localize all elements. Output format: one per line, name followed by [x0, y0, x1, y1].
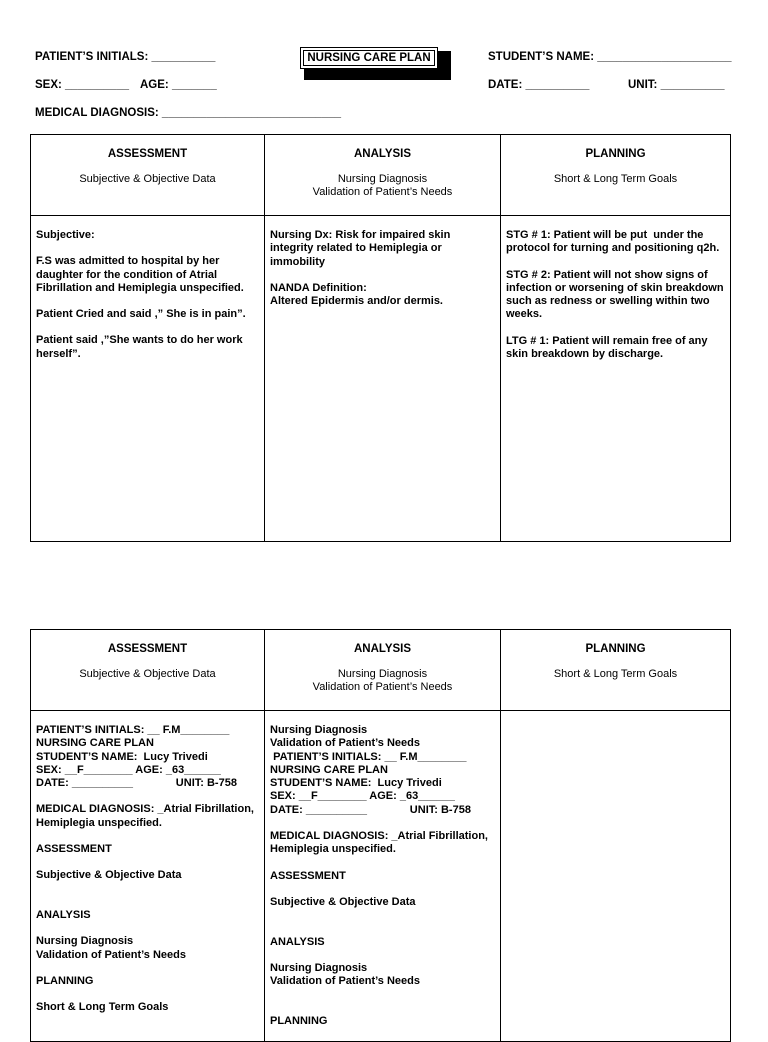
column-title: ASSESSMENT	[107, 148, 188, 160]
age-field: AGE: _______	[140, 79, 217, 91]
analysis-cell	[265, 711, 501, 1042]
cell-paragraph: ASSESSMENT	[270, 869, 346, 882]
planning-cell	[501, 711, 731, 1042]
assessment-header	[31, 135, 265, 216]
column-subtitle: Subjective & Objective Data	[79, 668, 216, 680]
cell-paragraph: Short & Long Term Goals	[36, 1001, 169, 1014]
cell-paragraph: Subjective & Objective Data	[270, 895, 416, 908]
planning-header	[501, 135, 731, 216]
cell-paragraph: NANDA Definition: Altered Epidermis and/or dermis.	[270, 281, 443, 308]
cell-paragraph: LTG # 1: Patient will remain free of any skin breakdown by discharge.	[506, 334, 711, 361]
column-subtitle: Nursing Diagnosis Validation of Patient’s Needs	[312, 668, 453, 693]
table-body-row	[31, 711, 731, 1042]
cell-paragraph: PLANNING	[270, 1014, 328, 1027]
cell-paragraph: Subjective & Objective Data	[36, 869, 182, 882]
assessment-header	[31, 630, 265, 711]
analysis-header	[265, 630, 501, 711]
column-title: ANALYSIS	[353, 643, 412, 655]
planning-header	[501, 630, 731, 711]
title-box	[300, 47, 438, 69]
analysis-cell	[265, 216, 501, 542]
document-title: NURSING CARE PLAN	[303, 50, 435, 66]
cell-paragraph: F.S was admitted to hospital by her daughter for the condition of Atrial Fibrillation and Hemiplegia unspecified.	[36, 255, 244, 294]
cell-paragraph: MEDICAL DIAGNOSIS: _Atrial Fibrillation, Hemiplegia unspecified.	[270, 830, 492, 856]
cell-paragraph: Nursing Diagnosis Validation of Patient’s Needs	[36, 935, 186, 961]
assessment-cell	[31, 711, 265, 1042]
table-body-row	[31, 216, 731, 542]
cell-paragraph: MEDICAL DIAGNOSIS: _Atrial Fibrillation, Hemiplegia unspecified.	[36, 803, 258, 829]
cell-paragraph: Patient Cried and said ,” She is in pain”.	[36, 308, 246, 321]
planning-cell	[501, 216, 731, 542]
column-title: PLANNING	[585, 643, 646, 655]
cell-paragraph: ANALYSIS	[270, 935, 325, 948]
column-title: ANALYSIS	[353, 148, 412, 160]
column-title: ASSESSMENT	[107, 643, 188, 655]
column-title: PLANNING	[585, 148, 646, 160]
cell-paragraph: STG # 1: Patient will be put under the protocol for turning and positioning q2h.	[506, 229, 720, 255]
cell-paragraph: PATIENT’S INITIALS: __ F.M________ NURSING CARE PLAN STUDENT’S NAME: Lucy Trivedi SEX: __F________ AGE: _63______ DATE: __________ UNIT: B-758	[36, 724, 237, 790]
cell-paragraph: ASSESSMENT	[36, 843, 112, 856]
sex-field: SEX: __________	[35, 79, 129, 91]
unit-field: UNIT: __________	[628, 79, 725, 91]
analysis-header	[265, 135, 501, 216]
cell-paragraph: Patient said ,”She wants to do her work herself”.	[36, 334, 246, 360]
cell-paragraph: Nursing Diagnosis Validation of Patient’s Needs PATIENT’S INITIALS: __ F.M________ NURSING CARE PLAN STUDENT’S NAME: Lucy Trivedi SEX: __F________ AGE: _63______ DATE: __________ UNIT: B-758	[270, 724, 471, 816]
medical-diagnosis-field: MEDICAL DIAGNOSIS: ____________________________	[35, 107, 342, 119]
cell-paragraph: Nursing Dx: Risk for impaired skin integrity related to Hemiplegia or immobility	[270, 229, 454, 268]
student-name-field: STUDENT’S NAME: _____________________	[488, 51, 732, 63]
cell-paragraph: PLANNING	[36, 974, 94, 987]
column-subtitle: Short & Long Term Goals	[553, 668, 678, 680]
cell-paragraph: STG # 2: Patient will not show signs of infection or worsening of skin breakdown such as redness or swelling within two weeks.	[506, 268, 727, 321]
care-plan-table-2	[30, 629, 731, 1042]
column-subtitle: Subjective & Objective Data	[79, 173, 216, 185]
date-field: DATE: __________	[488, 79, 590, 91]
column-subtitle: Nursing Diagnosis Validation of Patient’s Needs	[312, 173, 453, 198]
cell-paragraph: Nursing Diagnosis Validation of Patient’s Needs	[270, 961, 420, 988]
column-subtitle: Short & Long Term Goals	[553, 173, 678, 185]
cell-paragraph: ANALYSIS	[36, 908, 91, 921]
assessment-cell	[31, 216, 265, 542]
care-plan-table-1	[30, 134, 731, 542]
table-header-row	[31, 630, 731, 711]
cell-paragraph: Subjective:	[36, 229, 95, 241]
patient-initials-field: PATIENT’S INITIALS: __________	[35, 51, 216, 63]
table-header-row	[31, 135, 731, 216]
